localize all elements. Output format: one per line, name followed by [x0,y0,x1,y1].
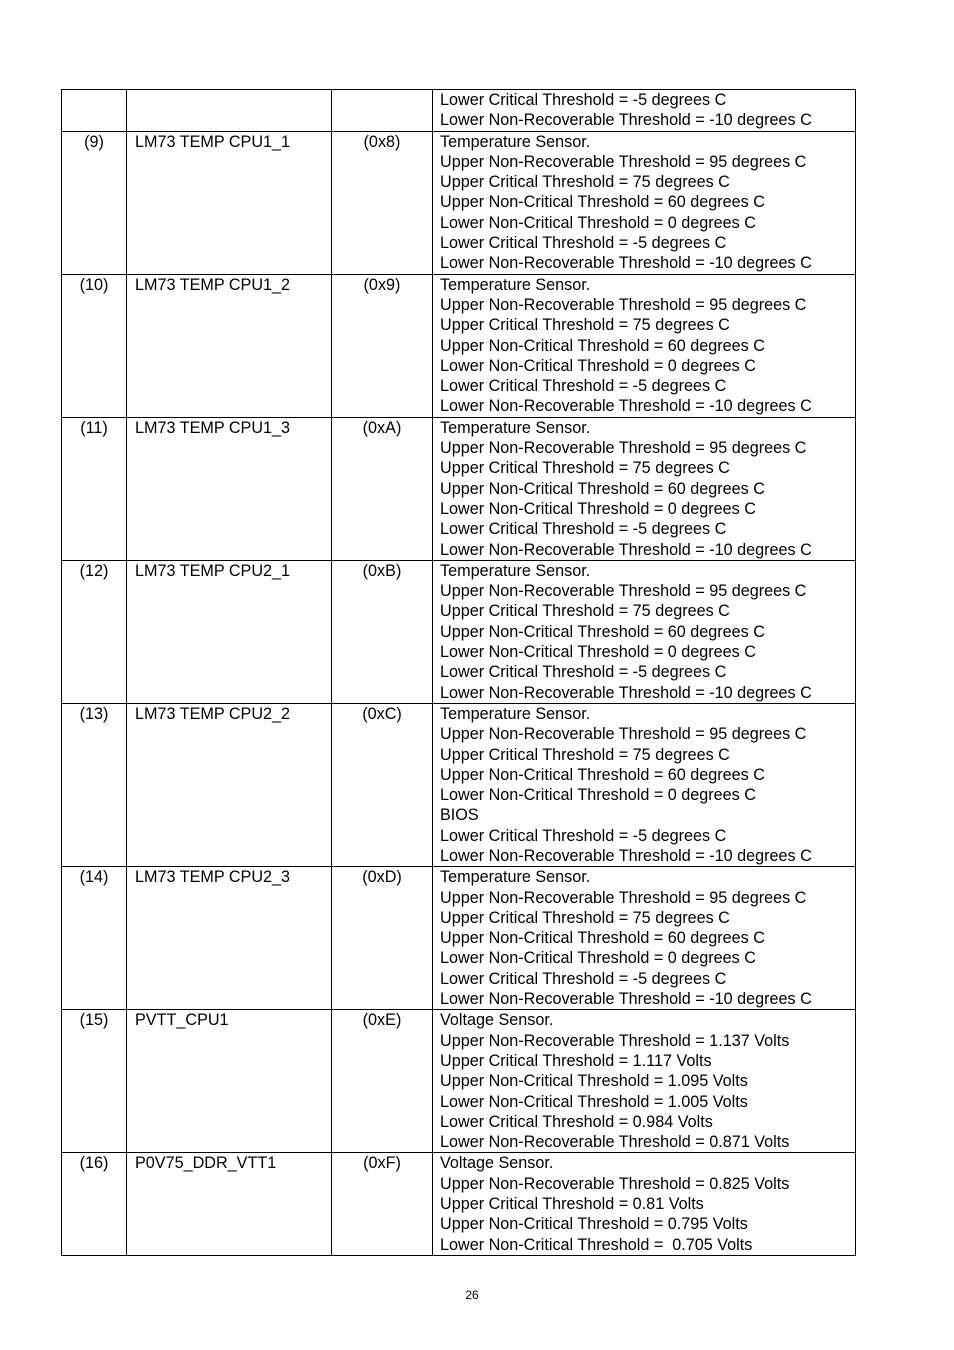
sensor-number-cell: (10) [62,274,127,417]
threshold-line: Upper Non-Critical Threshold = 60 degrees C [440,765,765,784]
threshold-line: Lower Non-Recoverable Threshold = 0.871 Volts [440,1133,790,1152]
threshold-line: Voltage Sensor. [440,1011,554,1030]
threshold-line: Upper Critical Threshold = 75 degrees C [440,908,730,927]
sensor-id-cell: (0xD) [332,867,433,1010]
threshold-line: Lower Non-Recoverable Threshold = -10 degrees C [440,540,812,559]
threshold-line: Lower Critical Threshold = -5 degrees C [440,969,727,988]
threshold-line: Temperature Sensor. [440,275,591,294]
sensor-table-body [62,90,856,1256]
threshold-line: Upper Non-Recoverable Threshold = 0.825 Volts [440,1174,790,1193]
threshold-line: Lower Critical Threshold = -5 degrees C [440,663,727,682]
sensor-number-cell: (13) [62,703,127,866]
sensor-id-cell [332,90,433,132]
threshold-line: Lower Non-Recoverable Threshold = -10 degrees C [440,990,812,1009]
threshold-line: Temperature Sensor. [440,868,591,887]
sensor-name-cell: LM73 TEMP CPU1_2 [127,274,332,417]
threshold-line: Upper Critical Threshold = 75 degrees C [440,173,730,192]
threshold-line: Upper Critical Threshold = 75 degrees C [440,602,730,621]
threshold-line: Lower Non-Recoverable Threshold = -10 degrees C [440,683,812,702]
sensor-name-cell: LM73 TEMP CPU1_3 [127,417,332,560]
sensor-id-cell: (0x9) [332,274,433,417]
threshold-line: Lower Non-Critical Threshold = 0 degrees C [440,643,756,662]
threshold-line: Voltage Sensor. [440,1154,554,1173]
sensor-description-cell [433,131,856,274]
sensor-number-cell: (12) [62,560,127,703]
threshold-line: Upper Non-Critical Threshold = 60 degrees C [440,479,765,498]
table-row [62,417,856,560]
sensor-description-cell [433,1153,856,1255]
threshold-line: Upper Critical Threshold = 1.117 Volts [440,1051,712,1070]
sensor-name-cell: LM73 TEMP CPU2_3 [127,867,332,1010]
threshold-line: Upper Non-Critical Threshold = 1.095 Volts [440,1072,748,1091]
sensor-id-cell: (0x8) [332,131,433,274]
threshold-line: BIOS [440,806,479,825]
sensor-number-cell: (16) [62,1153,127,1255]
threshold-line: Lower Critical Threshold = -5 degrees C [440,91,727,109]
threshold-line: Lower Non-Critical Threshold = 0 degrees C [440,356,756,375]
sensor-description-cell [433,417,856,560]
sensor-description-cell [433,1010,856,1153]
sensor-name-cell: LM73 TEMP CPU2_1 [127,560,332,703]
threshold-line: Upper Non-Recoverable Threshold = 95 degrees C [440,295,807,314]
threshold-line: Upper Critical Threshold = 75 degrees C [440,745,730,764]
sensor-name-cell: P0V75_DDR_VTT1 [127,1153,332,1255]
sensor-id-cell: (0xF) [332,1153,433,1255]
threshold-line: Lower Critical Threshold = -5 degrees C [440,520,727,539]
threshold-line: Upper Non-Recoverable Threshold = 95 degrees C [440,152,807,171]
threshold-line: Lower Non-Critical Threshold = 1.005 Volts [440,1092,748,1111]
sensor-number-cell: (15) [62,1010,127,1153]
sensor-description-cell [433,703,856,866]
threshold-line: Upper Non-Critical Threshold = 60 degrees C [440,336,765,355]
threshold-line: Lower Critical Threshold = -5 degrees C [440,234,727,253]
table-row [62,90,856,132]
sensor-number-cell: (9) [62,131,127,274]
threshold-line: Lower Non-Recoverable Threshold = -10 degrees C [440,846,812,865]
threshold-line: Upper Non-Critical Threshold = 60 degrees C [440,622,765,641]
threshold-line: Lower Critical Threshold = -5 degrees C [440,377,727,396]
threshold-line: Upper Non-Recoverable Threshold = 95 degrees C [440,888,807,907]
threshold-line: Lower Non-Critical Threshold = 0 degrees C [440,499,756,518]
table-row [62,1153,856,1255]
sensor-description-cell [433,90,856,132]
sensor-id-cell: (0xE) [332,1010,433,1153]
threshold-line: Upper Critical Threshold = 75 degrees C [440,459,730,478]
threshold-line: Lower Critical Threshold = -5 degrees C [440,826,727,845]
sensor-threshold-table [61,89,856,1256]
threshold-line: Lower Non-Recoverable Threshold = -10 degrees C [440,397,812,416]
threshold-line: Upper Critical Threshold = 0.81 Volts [440,1195,704,1214]
threshold-line: Lower Non-Recoverable Threshold = -10 degrees C [440,254,812,273]
threshold-line: Upper Non-Critical Threshold = 0.795 Volts [440,1215,748,1234]
threshold-line: Upper Critical Threshold = 75 degrees C [440,316,730,335]
sensor-id-cell: (0xC) [332,703,433,866]
threshold-line: Lower Non-Critical Threshold = 0.705 Volts [440,1235,753,1254]
threshold-line: Temperature Sensor. [440,132,591,151]
table-row [62,131,856,274]
threshold-line: Lower Critical Threshold = 0.984 Volts [440,1112,713,1131]
sensor-name-cell: LM73 TEMP CPU1_1 [127,131,332,274]
threshold-line: Upper Non-Recoverable Threshold = 95 degrees C [440,725,807,744]
sensor-name-cell [127,90,332,132]
page-number: 26 [465,1288,479,1302]
threshold-line: Temperature Sensor. [440,561,591,580]
threshold-line: Upper Non-Recoverable Threshold = 95 degrees C [440,439,807,458]
sensor-name-cell: LM73 TEMP CPU2_2 [127,703,332,866]
sensor-description-cell [433,560,856,703]
sensor-description-cell [433,274,856,417]
table-row [62,1010,856,1153]
sensor-name-cell: PVTT_CPU1 [127,1010,332,1153]
table-row [62,560,856,703]
threshold-line: Upper Non-Critical Threshold = 60 degrees C [440,193,765,212]
sensor-number-cell [62,90,127,132]
table-row [62,274,856,417]
threshold-line: Temperature Sensor. [440,704,591,723]
threshold-line: Temperature Sensor. [440,418,591,437]
threshold-line: Lower Non-Critical Threshold = 0 degrees C [440,213,756,232]
sensor-id-cell: (0xB) [332,560,433,703]
threshold-line: Lower Non-Recoverable Threshold = -10 degrees C [440,111,812,130]
sensor-number-cell: (14) [62,867,127,1010]
threshold-line: Upper Non-Critical Threshold = 60 degrees C [440,929,765,948]
table-row [62,703,856,866]
threshold-line: Lower Non-Critical Threshold = 0 degrees C [440,786,756,805]
threshold-line: Upper Non-Recoverable Threshold = 1.137 Volts [440,1031,790,1050]
table-row [62,867,856,1010]
sensor-number-cell: (11) [62,417,127,560]
sensor-description-cell [433,867,856,1010]
threshold-line: Upper Non-Recoverable Threshold = 95 degrees C [440,582,807,601]
sensor-id-cell: (0xA) [332,417,433,560]
threshold-line: Lower Non-Critical Threshold = 0 degrees C [440,949,756,968]
